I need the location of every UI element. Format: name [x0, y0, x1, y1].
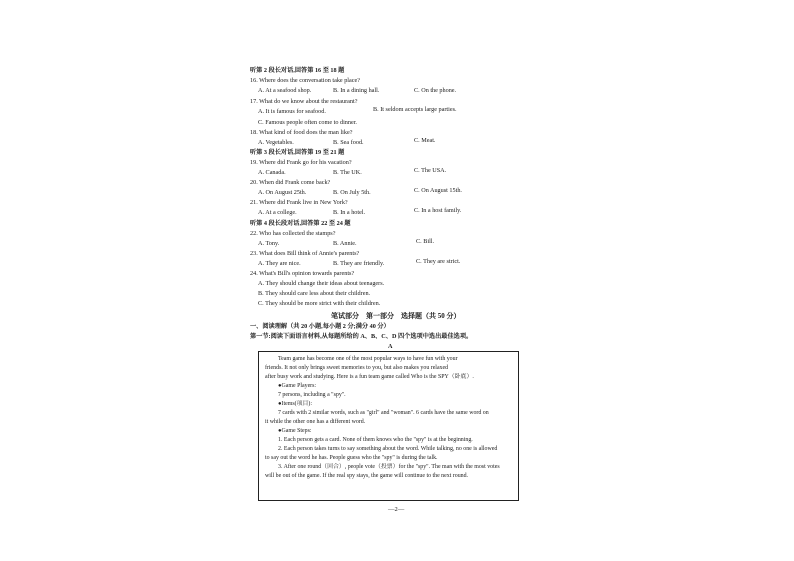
reading-section-instruction: 第一节:阅读下面语言材料,从每题所给的 A、B、C、D 四个选项中选出最佳选项。	[250, 333, 473, 340]
q23-option-c: C. They are strict.	[416, 258, 461, 265]
q22-option-b: B. Annie.	[333, 240, 357, 247]
q17-option-a: A. It is famous for seafood.	[258, 108, 326, 115]
q18-option-a: A. Vegetables.	[258, 139, 294, 146]
q16-option-b: B. In a dining hall.	[333, 87, 380, 94]
reading-section-title: 一、阅读理解（共 20 小题,每小题 2 分;满分 40 分）	[250, 323, 390, 330]
q21-option-a: A. At a college.	[258, 209, 297, 216]
question-24: 24. What's Bill's opinion towards parents?	[250, 270, 355, 277]
q20-option-a: A. On August 25th.	[258, 189, 307, 196]
passage-line-1: Team game has become one of the most popular ways to have fun with your	[278, 356, 458, 362]
page-number: —2—	[388, 506, 405, 513]
passage-line-14: will be out of the game. If the real spy stays, the game will continue to the next round.	[265, 473, 469, 479]
q18-option-c: C. Meat.	[414, 137, 436, 144]
section-instruction-2: 听第 2 段长对话,回答第 16 至 18 题	[250, 67, 345, 74]
question-18: 18. What kind of food does the man like?	[250, 129, 353, 136]
q24-option-a: A. They should change their ideas about teenagers.	[258, 280, 385, 287]
q24-option-c: C. They should be more strict with their children.	[258, 300, 381, 307]
q17-option-c: C. Famous people often come to dinner.	[258, 119, 357, 126]
passage-line-8: it while the other one has a different word.	[265, 419, 366, 425]
q22-option-a: A. Tony.	[258, 240, 280, 247]
q20-option-c: C. On August 15th.	[414, 187, 462, 194]
q24-option-b: B. They should care less about their children.	[258, 290, 371, 297]
question-23: 23. What does Bill think of Annie's parents?	[250, 250, 360, 257]
question-17: 17. What do we know about the restaurant?	[250, 98, 358, 105]
passage-line-9: ●Game Steps:	[278, 428, 312, 434]
q22-option-c: C. Bill.	[416, 238, 435, 245]
q20-option-b: B. On July 5th.	[333, 189, 371, 196]
passage-line-4: ●Game Players:	[278, 383, 317, 389]
question-19: 19. Where did Frank go for his vacation?	[250, 159, 352, 166]
q23-option-b: B. They are friendly.	[333, 260, 385, 267]
q18-option-b: B. Sea food.	[333, 139, 364, 146]
passage-line-3: after busy work and studying. Here is a fun team game called Who is the SPY（卧底）.	[265, 374, 474, 380]
question-20: 20. When did Frank come back?	[250, 179, 331, 186]
section-instruction-4: 听第 4 段长段对话,回答第 22 至 24 题	[250, 220, 351, 227]
passage-line-11: 2. Each person takes turns to say something about the word. While talking, no one is allowed	[278, 446, 498, 452]
section-instruction-3: 听第 3 段长对话,回答第 19 至 21 题	[250, 149, 345, 156]
q17-option-b: B. It seldom accepts large parties.	[373, 106, 457, 113]
passage-line-12: to say out the word he has. People guess who the "spy" is during the talk.	[265, 455, 438, 461]
written-part-header: 笔试部分 第一部分 选择题（共 50 分）	[331, 312, 461, 320]
question-16: 16. Where does the conversation take place?	[250, 77, 361, 84]
q23-option-a: A. They are nice.	[258, 260, 301, 267]
passage-label: A	[388, 343, 393, 350]
passage-box	[258, 351, 519, 501]
passage-line-6: ●Items(项目):	[278, 401, 312, 407]
question-22: 22. Who has collected the stamps?	[250, 230, 336, 237]
passage-line-5: 7 persons, including a "spy".	[278, 392, 346, 398]
question-21: 21. Where did Frank live in New York?	[250, 199, 348, 206]
q16-option-c: C. On the phone.	[414, 87, 457, 94]
q16-option-a: A. At a seafood shop.	[258, 87, 312, 94]
q19-option-a: A. Canada.	[258, 169, 286, 176]
passage-line-2: friends. It not only brings sweet memories to you, but also makes you relaxed	[265, 365, 449, 371]
q21-option-c: C. In a host family.	[414, 207, 462, 214]
passage-line-10: 1. Each person gets a card. None of them knows who the "spy" is at the beginning.	[278, 437, 473, 443]
passage-line-13: 3. After one round（回合）, people vote（投票）for the "spy". The man with the most votes	[278, 464, 500, 470]
q19-option-b: B. The UK.	[333, 169, 362, 176]
q19-option-c: C. The USA.	[414, 167, 447, 174]
q21-option-b: B. In a hotel.	[333, 209, 366, 216]
passage-line-7: 7 cards with 2 similar words, such as "girl" and "woman". 6 cards have the same word on	[278, 410, 489, 416]
